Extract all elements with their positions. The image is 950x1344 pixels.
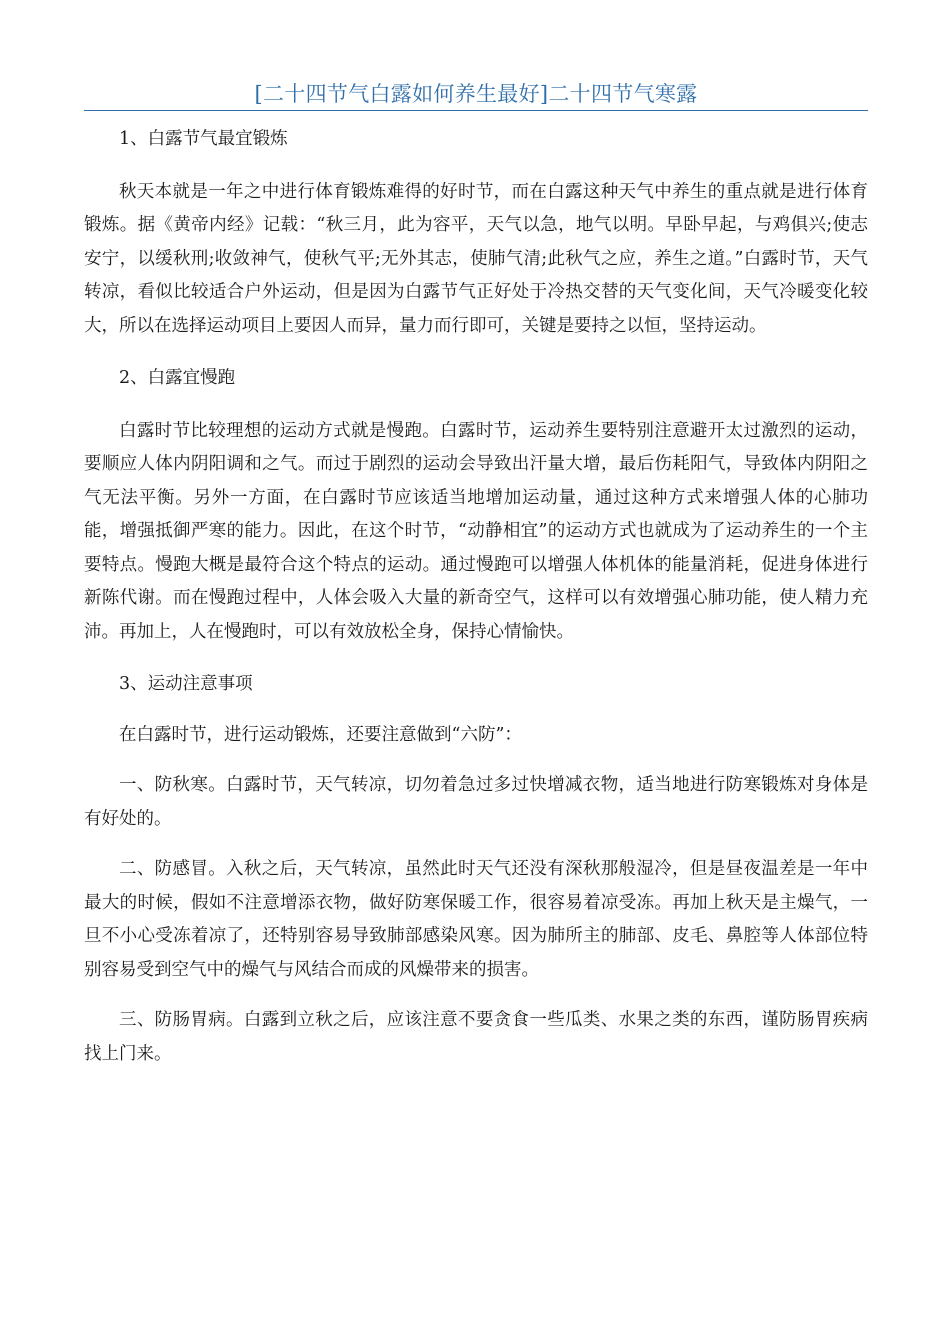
body-paragraph: 在白露时节，进行运动锻炼，还要注意做到“六防”： [119,724,522,745]
document-title: [二十四节气白露如何养生最好]二十四节气寒露 [254,82,698,106]
list-item: 三、防肠胃病。白露到立秋之后，应该注意不要贪食一些瓜类、水果之类的东西，谨防肠胃疾病找上门来。 [84,1010,868,1064]
section-heading-2: 2、白露宜慢跑 [119,368,236,388]
body-paragraph: 白露时节比较理想的运动方式就是慢跑。白露时节，运动养生要特别注意避开太过激烈的运动，要顺应人体内阴阳调和之气。而过于剧烈的运动会导致出汗量大增，最后伤耗阳气，导致体内阴阳之气无法平衡。另外一方面，在白露时节应该适当地增加运动量，通过这种方式来增强人体的心肺功能，增强抵御严寒的能力。因此，在这个时节，“动静相宜”的运动方式也就成为了运动养生的一个主要特点。慢跑大概是最符合这个特点的运动。通过慢跑可以增强人体机体的能量消耗，促进身体进行新陈代谢。而在慢跑过程中，人体会吸入大量的新奇空气，这样可以有效增强心肺功能，使人精力充沛。再加上，人在慢跑时，可以有效放松全身，保持心情愉快。 [84,420,868,642]
document-body [84,123,868,1071]
title-underline [84,110,868,111]
section-heading-3: 3、运动注意事项 [119,674,253,694]
body-paragraph: 秋天本就是一年之中进行体育锻炼难得的好时节，而在白露这种天气中养生的重点就是进行体育锻炼。据《黄帝内经》记载：“秋三月，此为容平，天气以急，地气以明。早卧早起，与鸡俱兴;使志安宁，以缓秋刑;收敛神气，使秋气平;无外其志，使肺气清;此秋气之应，养生之道。”白露时节，天气转凉，看似比较适合户外运动，但是因为白露节气正好处于冷热交替的天气变化间，天气冷暖变化较大，所以在选择运动项目上要因人而异，量力而行即可，关键是要持之以恒，坚持运动。 [84,181,868,336]
section-heading-1: 1、白露节气最宜锻炼 [119,129,288,149]
list-item: 一、防秋寒。白露时节，天气转凉，切勿着急过多过快增减衣物，适当地进行防寒锻炼对身体是有好处的。 [84,775,868,829]
list-item: 二、防感冒。入秋之后，天气转凉，虽然此时天气还没有深秋那般湿冷，但是昼夜温差是一年中最大的时候，假如不注意增添衣物，做好防寒保暖工作，很容易着凉受冻。再加上秋天是主燥气，一旦不小心受冻着凉了，还特别容易导致肺部感染风寒。因为肺所主的肺部、皮毛、鼻腔等人体部位特别容易受到空气中的燥气与风结合而成的风燥带来的损害。 [84,859,868,980]
